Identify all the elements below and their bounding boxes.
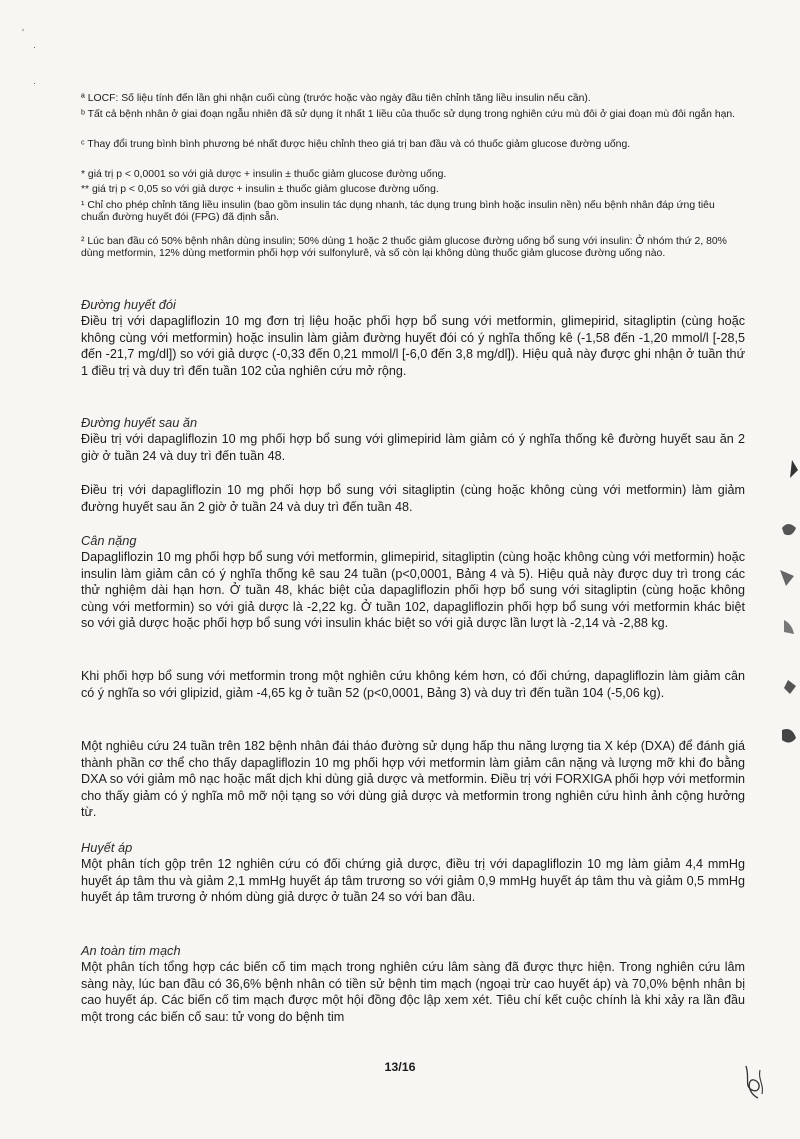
paragraph-fasting: Điều trị với dapagliflozin 10 mg đơn trị liệu hoặc phối hợp bổ sung với metformin, glimepirid, sitagliptin (cùng hoặc không cùng với metformin) hoặc insulin làm giảm đường huyết đói có ý nghĩa thống kê (-1,58 đến -1,20 mmol/l [-28,5 đến -21,7 mg/dl]) so với giả dược (-0,33 đến 0,21 mmol/l [-6,0 đến 3,8 mg/dl]). Hiệu quả này được ghi nhận ở tuần thứ 1 điều trị và duy trì đến tuần 102 của nghiên cứu mở rộng.	[81, 314, 745, 378]
section-title-cv: An toàn tim mạch	[81, 943, 181, 958]
footnote-double-star: ** giá trị p < 0,05 so với giả dược + insulin ± thuốc giảm glucose đường uống.	[81, 184, 439, 195]
section-title-fasting: Đường huyết đói	[81, 297, 176, 312]
paragraph-bp: Một phân tích gộp trên 12 nghiên cứu có đối chứng giả dược, điều trị với dapagliflozin 10 mg làm giảm 4,4 mmHg huyết áp tâm thu và giảm 2,1 mmHg huyết áp tâm trương so với giảm 0,9 mmHg huyết áp tâm thu và giảm 0,5 mmHg huyết áp tâm trương ở nhóm dùng giả dược ở tuần 24 so với ban đầu.	[81, 857, 745, 905]
footnote-star: * giá trị p < 0,0001 so với giả dược + insulin ± thuốc giảm glucose đường uống.	[81, 169, 447, 180]
footnote-a: ª LOCF: Số liệu tính đến lần ghi nhận cuối cùng (trước hoặc vào ngày đầu tiên chỉnh tăng liều insulin nếu cần).	[81, 93, 591, 104]
footnote-1: ¹ Chỉ cho phép chỉnh tăng liều insulin (bao gồm insulin tác dụng nhanh, tác dụng trung bình hoặc insulin nền) nếu bệnh nhân đáp ứng tiêu chuẩn đường huyết đói (FPG) đã định sẵn.	[81, 200, 715, 224]
section-title-weight: Cân nặng	[81, 533, 137, 548]
scan-speck: ·	[33, 42, 36, 52]
stamp-fragment-graphic	[770, 440, 800, 770]
paragraph-weight-1: Dapagliflozin 10 mg phối hợp bổ sung với metformin, glimepirid, sitagliptin (cùng hoặc không cùng với metformin) hoặc insulin làm giảm cân có ý nghĩa thống kê sau 24 tuần (p<0,0001, Bảng 4 và 5). Hiệu quả này được duy trì trong các thử nghiệm dài hạn hơn. Ở tuần 48, khác biệt của dapagliflozin phối hợp bổ sung với sitagliptin (cùng hoặc không cùng với metformin) so với giả dược là -2,22 kg. Ở tuần 102, dapagliflozin phối hợp bổ sung với metformin khác biệt so với giả dược hoặc phối hợp bổ sung với insulin khác biệt so với giả dược lần lượt là -2,14 và -2,88 kg.	[81, 550, 745, 631]
section-title-postprandial: Đường huyết sau ăn	[81, 415, 198, 430]
section-title-bp: Huyết áp	[81, 840, 133, 855]
footnote-b: ᵇ Tất cả bệnh nhân ở giai đoạn ngẫu nhiên đã sử dụng ít nhất 1 liều của thuốc sử dụng trong nghiên cứu mù đôi ở giai đoạn mù đôi ngắn hạn.	[81, 109, 736, 120]
scan-speck: ʼ	[22, 28, 24, 38]
signature-graphic	[738, 1060, 772, 1104]
footnote-c: ᶜ Thay đổi trung bình bình phương bé nhất được hiệu chỉnh theo giá trị ban đầu và có thuốc giảm glucose đường uống.	[81, 139, 631, 150]
page-number: 13/16	[384, 1060, 416, 1074]
paragraph-weight-3: Một nghiêu cứu 24 tuần trên 182 bệnh nhân đái tháo đường sử dụng hấp thu năng lượng tia X kép (DXA) để đánh giá thành phần cơ thể cho thấy dapagliflozin 10 mg phối hợp với metformin làm giảm cân nặng và lượng mỡ khi đo bằng DXA so với giảm mô nạc hoặc mất dịch khi dùng giả dược và metformin. Điều trị với FORXIGA phối hợp với metformin cho thấy giảm có ý nghĩa mô mỡ nội tạng so với dùng giả dược và metformin trong nghiên cứu hình ảnh cộng hưởng từ.	[81, 739, 745, 820]
paragraph-weight-2: Khi phối hợp bổ sung với metformin trong một nghiên cứu không kém hơn, có đối chứng, dapagliflozin làm giảm cân có ý nghĩa so với glipizid, giảm -4,65 kg ở tuần 52 (p<0,0001, Bảng 3) và duy trì đến tuần 104 (-5,06 kg).	[81, 669, 745, 700]
scan-speck: ·	[33, 78, 36, 88]
paragraph-cv: Một phân tích tổng hợp các biến cố tim mạch trong nghiên cứu lâm sàng đã được thực hiện. Trong nghiên cứu lâm sàng này, lúc ban đầu có 36,6% bệnh nhân có tiền sử bệnh tim mạch (ngoại trừ cao huyết áp) và 70,0% bệnh nhân bị cao huyết áp. Các biến cố tim mạch được một hội đồng độc lập xem xét. Tiêu chí kết cuộc chính là khi xảy ra lần đầu một trong các biến cố sau: tử vong do bệnh tim	[81, 960, 745, 1024]
paragraph-postprandial-1: Điều trị với dapagliflozin 10 mg phối hợp bổ sung với glimepirid làm giảm có ý nghĩa thống kê đường huyết sau ăn 2 giờ ở tuần 24 và duy trì đến tuần 48.	[81, 432, 745, 463]
paragraph-postprandial-2: Điều trị với dapagliflozin 10 mg phối hợp bổ sung với sitagliptin (cùng hoặc không cùng với metformin) làm giảm đường huyết sau ăn 2 giờ ở tuần 24 và duy trì đến tuần 48.	[81, 483, 745, 514]
footnote-2: ² Lúc ban đầu có 50% bệnh nhân dùng insulin; 50% dùng 1 hoặc 2 thuốc giảm glucose đường uống bổ sung với insulin: Ở nhóm thứ 2, 80% dùng metformin, 12% dùng metformin phối hợp với sulfonylurê, và số còn lại không dùng thuốc giảm glucose đường uống nào.	[81, 236, 727, 260]
